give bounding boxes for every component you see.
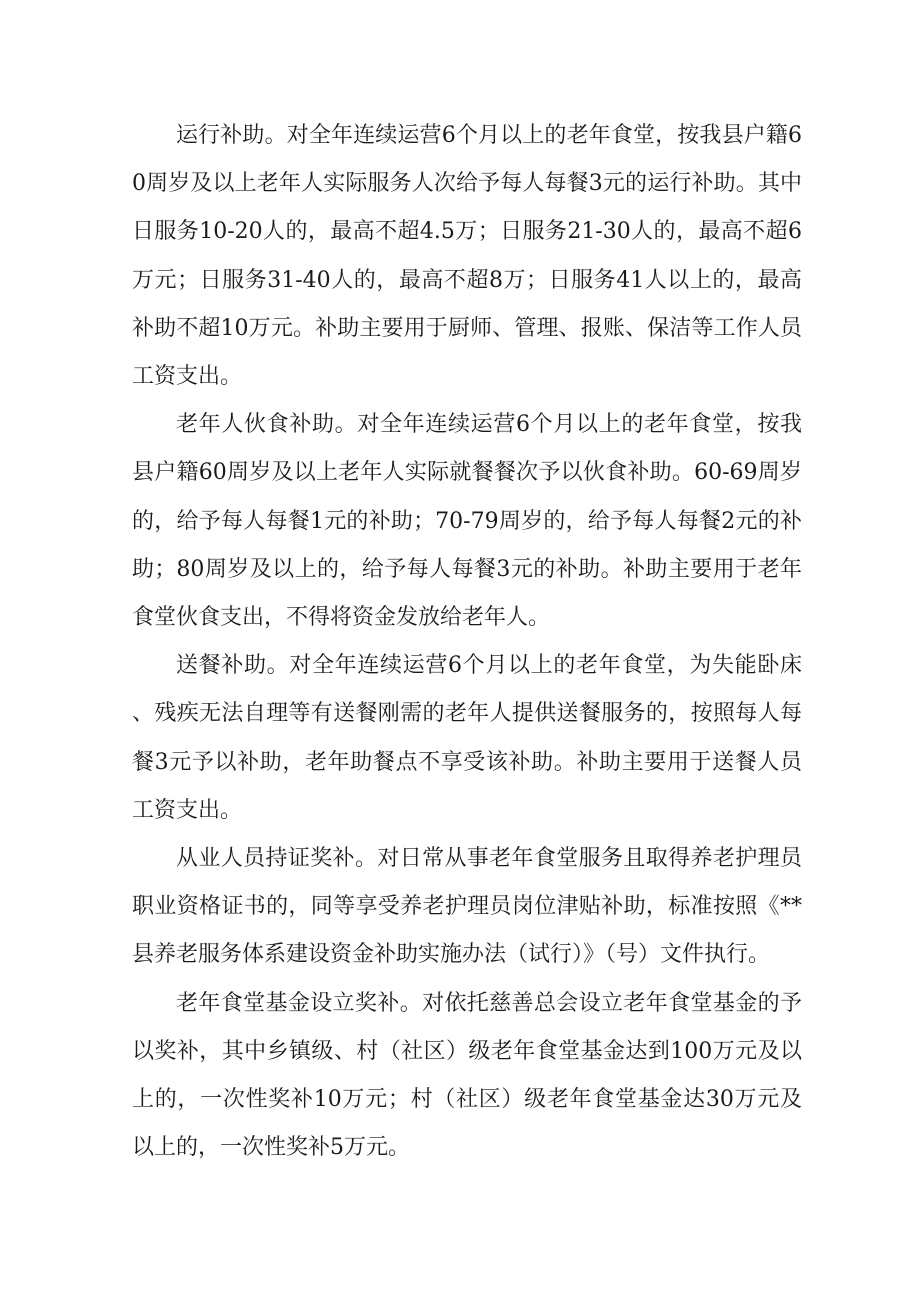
paragraph-certified-staff-reward: 从业人员持证奖补。对日常从事老年食堂服务且取得养老护理员职业资格证书的，同等享受养老护理员岗位津贴补助，标准按照《**县养老服务体系建设资金补助实施办法（试行）》（号）文件执行。 bbox=[132, 846, 802, 968]
paragraph-operating-subsidy: 运行补助。对全年连续运营6个月以上的老年食堂，按我县户籍60周岁及以上老年人实际服务人次给予每人每餐3元的运行补助。其中日服务10-20人的，最高不超4.5万；日服务21-30人的，最高不超6万元；日服务31-40人的，最高不超8万；日服务41人以上的，最高补助不超10万元。补助主要用于厨师、管理、报账、保洁等工作人员工资支出。 bbox=[132, 123, 802, 390]
document-body bbox=[132, 112, 802, 1172]
paragraph-delivery-subsidy: 送餐补助。对全年连续运营6个月以上的老年食堂，为失能卧床、残疾无法自理等有送餐刚需的老年人提供送餐服务的，按照每人每餐3元予以补助，老年助餐点不享受该补助。补助主要用于送餐人员工资支出。 bbox=[132, 653, 802, 823]
paragraph-fund-establishment-reward: 老年食堂基金设立奖补。对依托慈善总会设立老年食堂基金的予以奖补，其中乡镇级、村（社区）级老年食堂基金达到100万元及以上的，一次性奖补10万元；村（社区）级老年食堂基金达30万元及以上的，一次性奖补5万元。 bbox=[132, 990, 802, 1161]
paragraph-meal-subsidy: 老年人伙食补助。对全年连续运营6个月以上的老年食堂，按我县户籍60周岁及以上老年人实际就餐餐次予以伙食补助。60-69周岁的，给予每人每餐1元的补助；70-79周岁的，给予每人每餐2元的补助；80周岁及以上的，给予每人每餐3元的补助。补助主要用于老年食堂伙食支出，不得将资金发放给老年人。 bbox=[132, 412, 802, 631]
